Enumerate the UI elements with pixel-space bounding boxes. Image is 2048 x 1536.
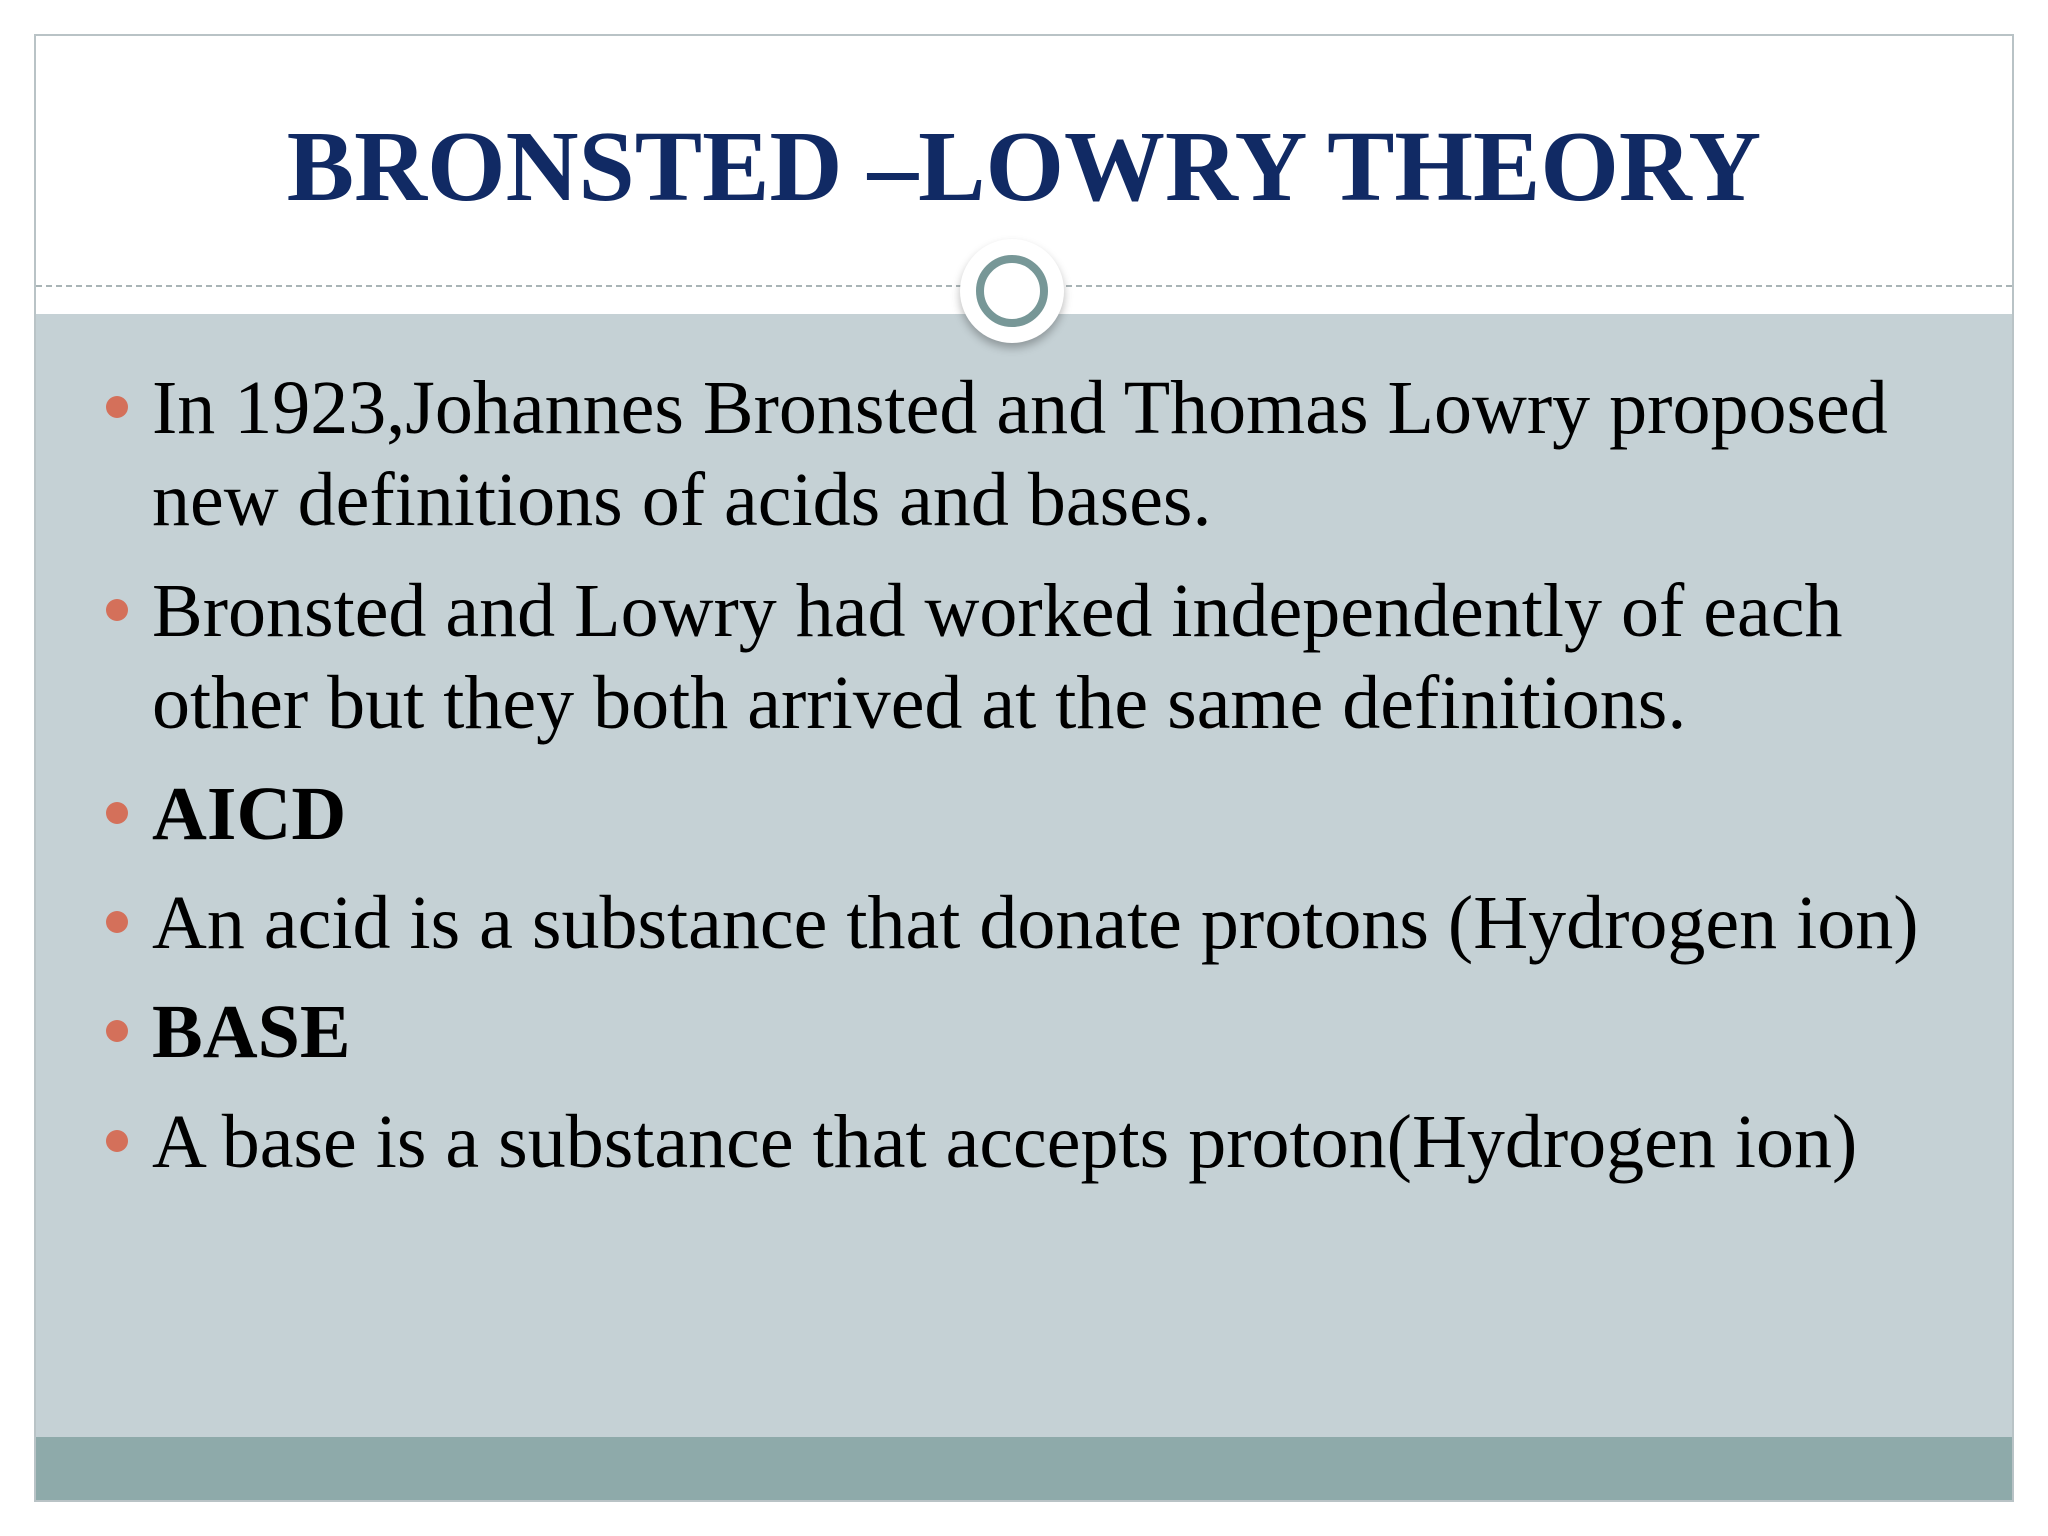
bullet-item-heading (152, 768, 1992, 860)
bullet-dot-icon (106, 802, 128, 824)
slide-title: BRONSTED –LOWRY THEORY (286, 110, 1762, 222)
slide (34, 34, 2014, 1502)
bullet-text: Bronsted and Lowry had worked independently of each other but they both arrived at the same definitions. (152, 569, 1843, 745)
bullet-dot-icon (106, 1020, 128, 1042)
bullet-heading-acid: AICD (152, 772, 347, 856)
bullet-text: A base is a substance that accepts proton(Hydrogen ion) (152, 1100, 1858, 1184)
bullet-dot-icon (106, 911, 128, 933)
bullet-heading-base: BASE (152, 990, 351, 1074)
bullet-dot-icon (106, 599, 128, 621)
bullet-item (152, 877, 1992, 969)
bullet-text: In 1923,Johannes Bronsted and Thomas Lowry proposed new definitions of acids and bases. (152, 366, 1888, 542)
bullet-item (152, 362, 1992, 546)
bullet-dot-icon (106, 1130, 128, 1152)
bullet-text: An acid is a substance that donate protons (Hydrogen ion) (152, 881, 1919, 965)
bullet-item (152, 565, 1992, 749)
bullet-item-heading (152, 986, 1992, 1078)
bullet-dot-icon (106, 396, 128, 418)
ring-icon (960, 239, 1064, 343)
bullet-item (152, 1096, 1992, 1188)
